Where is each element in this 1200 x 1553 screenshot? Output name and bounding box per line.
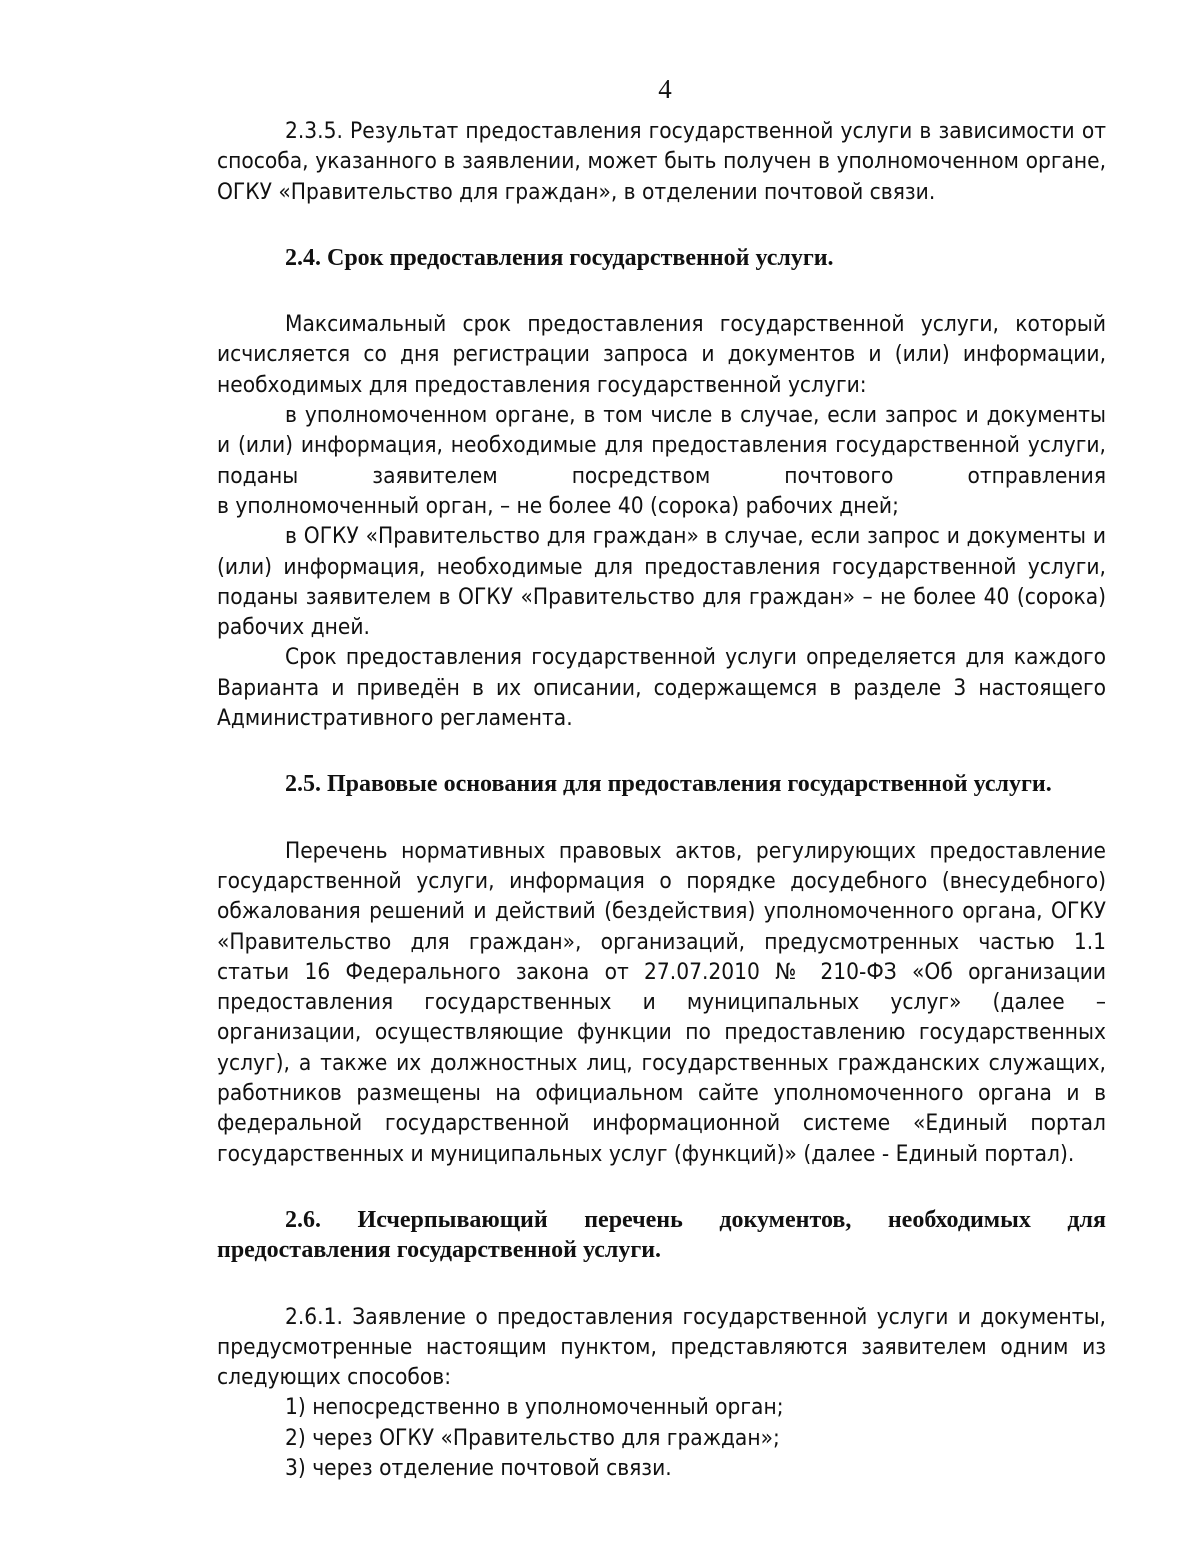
paragraph-2-5-legal-acts: Перечень нормативных правовых актов, регулирующих предоставление государственной услуги, информация о порядке досудебного (внесудебного) обжалования решений и действий (бездействия) уполномоченного органа, ОГКУ «Правительство для граждан», организаций, предусмотренных частью 1.1 статьи 16 Федерального закона от 27.07.2010 № 210-ФЗ «Об организации предоставления государственных и муниципальных услуг» (далее – организации, осуществляющие функции по предоставлению государственных услуг), а также их должностных лиц, государственных гражданских служащих, работников размещены на официальном сайте уполномоченного органа и в федеральной государственной информационной системе «Единый портал государственных и муниципальных услуг (функций)» (далее - Единый портал). (217, 837, 1106, 1167)
list-item-2-6-1-option-2: 2) через ОГКУ «Правительство для граждан»; (285, 1424, 780, 1451)
list-item-2-6-1-option-3: 3) через отделение почтовой связи. (285, 1454, 672, 1481)
paragraph-2-6-1: 2.6.1. Заявление о предоставления государственной услуги и документы, предусмотренные настоящим пунктом, представляются заявителем одним из следующих способов: (217, 1303, 1106, 1391)
page-number: 4 (658, 74, 672, 104)
paragraph-2-4-intro: Максимальный срок предоставления государственной услуги, который исчисляется со дня регистрации запроса и документов и (или) информации, необходимых для предоставления государственной услуги: (217, 311, 1106, 398)
heading-2-6: 2.6. Исчерпывающий перечень документов, необходимых для предоставления государственной услуги. (217, 1206, 1106, 1264)
list-item-2-6-1-option-1: 1) непосредственно в уполномоченный орган; (285, 1394, 784, 1421)
heading-2-5: 2.5. Правовые основания для предоставления государственной услуги. (285, 771, 1052, 798)
paragraph-2-4-authorized-body-term: в уполномоченный орган, – не более 40 (сорока) рабочих дней; (217, 492, 899, 519)
paragraph-2-4-authorized-body: в уполномоченном органе, в том числе в случае, если запрос и документы и (или) информация, необходимые для предоставления государственной услуги, поданы заявителем посредством почтового отправления (217, 402, 1106, 489)
heading-2-4: 2.4. Срок предоставления государственной услуги. (285, 244, 834, 271)
document-body (217, 116, 1106, 1483)
paragraph-2-4-ogku: в ОГКУ «Правительство для граждан» в случае, если запрос и документы и (или) информация, необходимые для предоставления государственной услуги, поданы заявителем в ОГКУ «Правительство для граждан» – не более 40 (сорока) рабочих дней. (217, 523, 1106, 641)
paragraph-2-4-variants: Срок предоставления государственной услуги определяется для каждого Варианта и приведён в их описании, содержащемся в разделе 3 настоящего Административного регламента. (217, 644, 1106, 732)
paragraph-2-3-5: 2.3.5. Результат предоставления государственной услуги в зависимости от способа, указанного в заявлении, может быть получен в уполномоченном органе, ОГКУ «Правительство для граждан», в отделении почтовой связи. (217, 118, 1106, 205)
